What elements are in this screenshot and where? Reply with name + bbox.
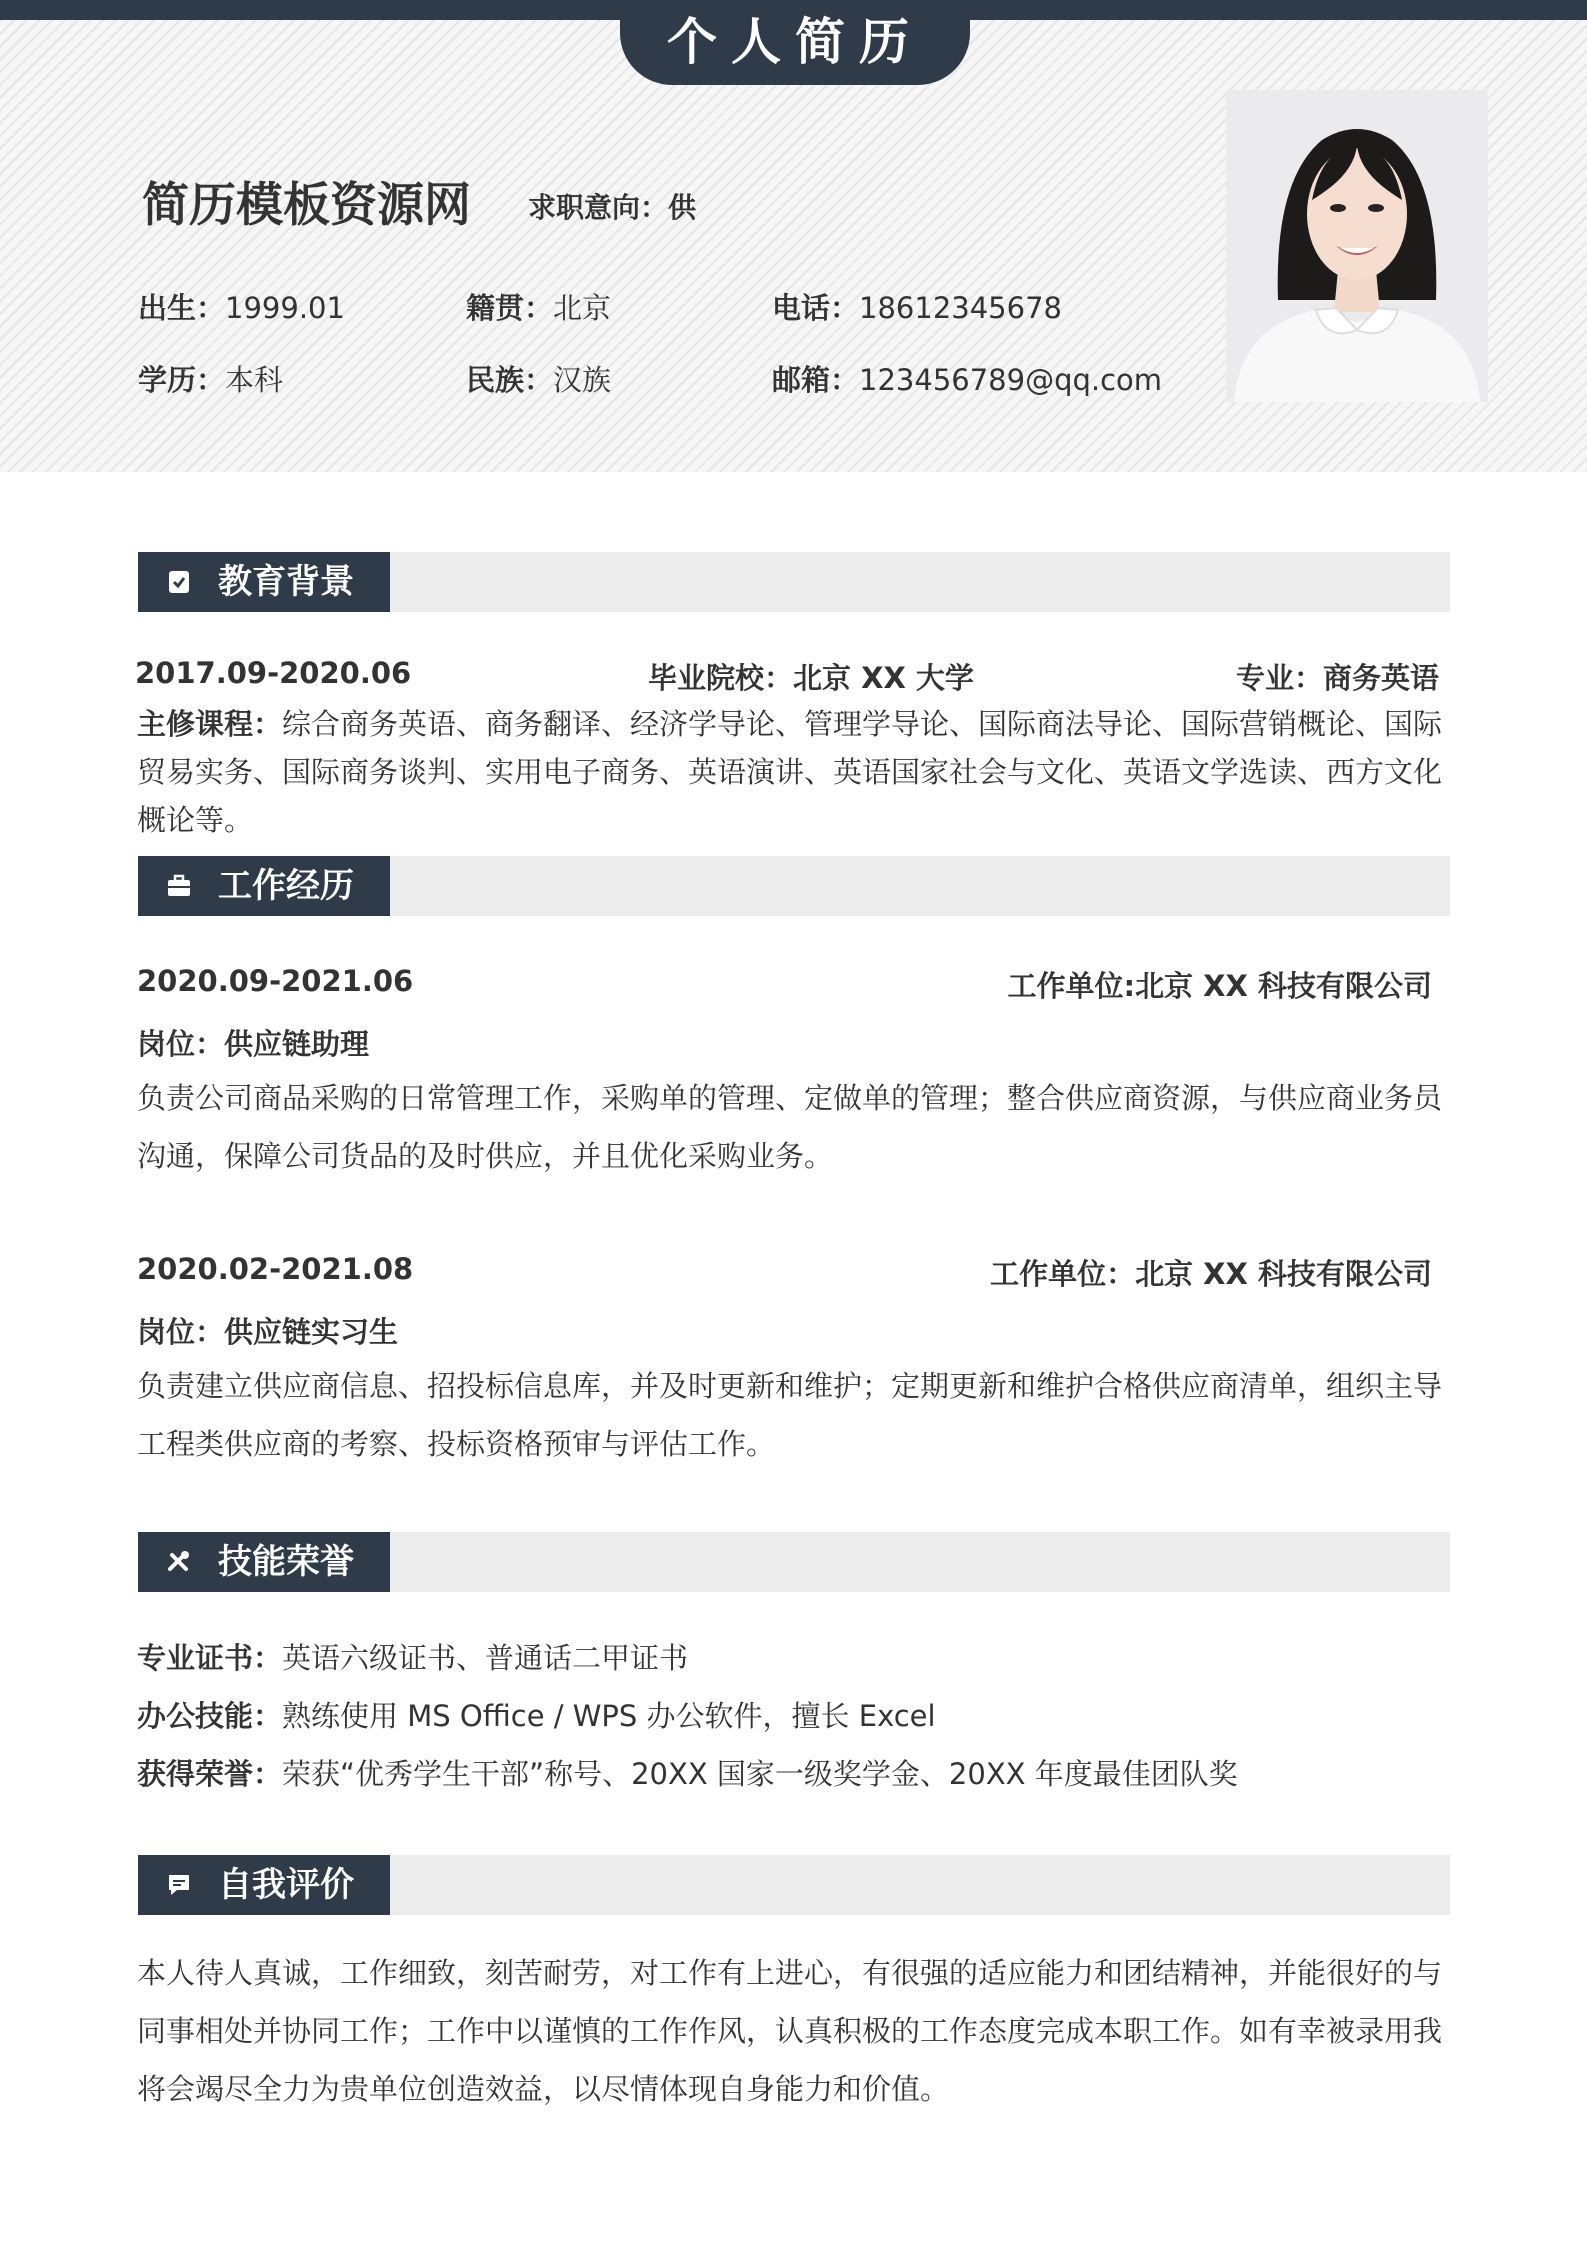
self-evaluation-text: 本人待人真诚，工作细致，刻苦耐劳，对工作有上进心，有很强的适应能力和团结精神，并能很好的与同事相处并协同工作；工作中以谨慎的工作作风，认真积极的工作态度完成本职工作。如有幸被录用我将会竭尽全力为贵单位创造效益，以尽情体现自身能力和价值。: [137, 1956, 1443, 2106]
education-period: 2017.09-2020.06: [135, 656, 412, 690]
work-position-1: 岗位：供应链助理: [137, 1027, 370, 1061]
section-education-header: [138, 552, 1450, 612]
section-title: 技能荣誉: [218, 1542, 354, 1582]
section-title: 工作经历: [218, 866, 354, 906]
info-ethnicity: 民族：汉族: [466, 363, 612, 397]
work-description-2: 负责建立供应商信息、招投标信息库，并及时更新和维护；定期更新和维护合格供应商清单，组织主导工程类供应商的考察、投标资格预审与评估工作。: [137, 1369, 1443, 1461]
briefcase-icon: [166, 873, 192, 899]
work-company-1: 工作单位:北京 XX 科技有限公司: [1007, 969, 1432, 1003]
info-phone: 电话：18612345678: [772, 291, 1062, 325]
candidate-name: 简历模板资源网: [142, 178, 471, 233]
section-title: 教育背景: [218, 562, 354, 602]
document-title: 个人简历: [620, 0, 970, 85]
section-self-eval-header: [138, 1855, 1450, 1915]
skill-certificates: 专业证书：英语六级证书、普通话二甲证书: [137, 1641, 689, 1675]
education-courses: 主修课程：综合商务英语、商务翻译、经济学导论、管理学导论、国际商法导论、国际营销概论、国际贸易实务、国际商务谈判、实用电子商务、英语演讲、英语国家社会与文化、英语文学选读、西方文化概论等。: [137, 707, 1443, 837]
section-work-header: [138, 856, 1450, 916]
work-company-2: 工作单位：北京 XX 科技有限公司: [990, 1257, 1432, 1291]
comment-icon: [166, 1872, 192, 1898]
info-native-place: 籍贯：北京: [466, 291, 612, 325]
education-school: 毕业院校：北京 XX 大学: [648, 661, 974, 695]
check-square-icon: [166, 569, 192, 595]
skill-honors: 获得荣誉：荣获“优秀学生干部”称号、20XX 国家一级奖学金、20XX 年度最佳团队奖: [137, 1757, 1238, 1791]
work-position-2: 岗位：供应链实习生: [137, 1315, 399, 1349]
section-skills-header: [138, 1532, 1450, 1592]
work-period-1: 2020.09-2021.06: [137, 964, 414, 998]
work-description-1: 负责公司商品采购的日常管理工作，采购单的管理、定做单的管理；整合供应商资源，与供应商业务员沟通，保障公司货品的及时供应，并且优化采购业务。: [137, 1081, 1443, 1173]
info-education: 学历：本科: [138, 363, 284, 397]
tools-icon: [166, 1549, 192, 1575]
section-title: 自我评价: [218, 1865, 354, 1905]
work-period-2: 2020.02-2021.08: [137, 1252, 414, 1286]
info-email: 邮箱：123456789@qq.com: [772, 363, 1163, 397]
education-major: 专业：商务英语: [1235, 661, 1439, 695]
skill-office: 办公技能：熟练使用 MS Office / WPS 办公软件，擅长 Excel: [137, 1699, 936, 1733]
profile-photo: [1226, 90, 1488, 402]
job-intent: 求职意向：供: [528, 191, 697, 224]
info-birth: 出生：1999.01: [138, 291, 345, 325]
